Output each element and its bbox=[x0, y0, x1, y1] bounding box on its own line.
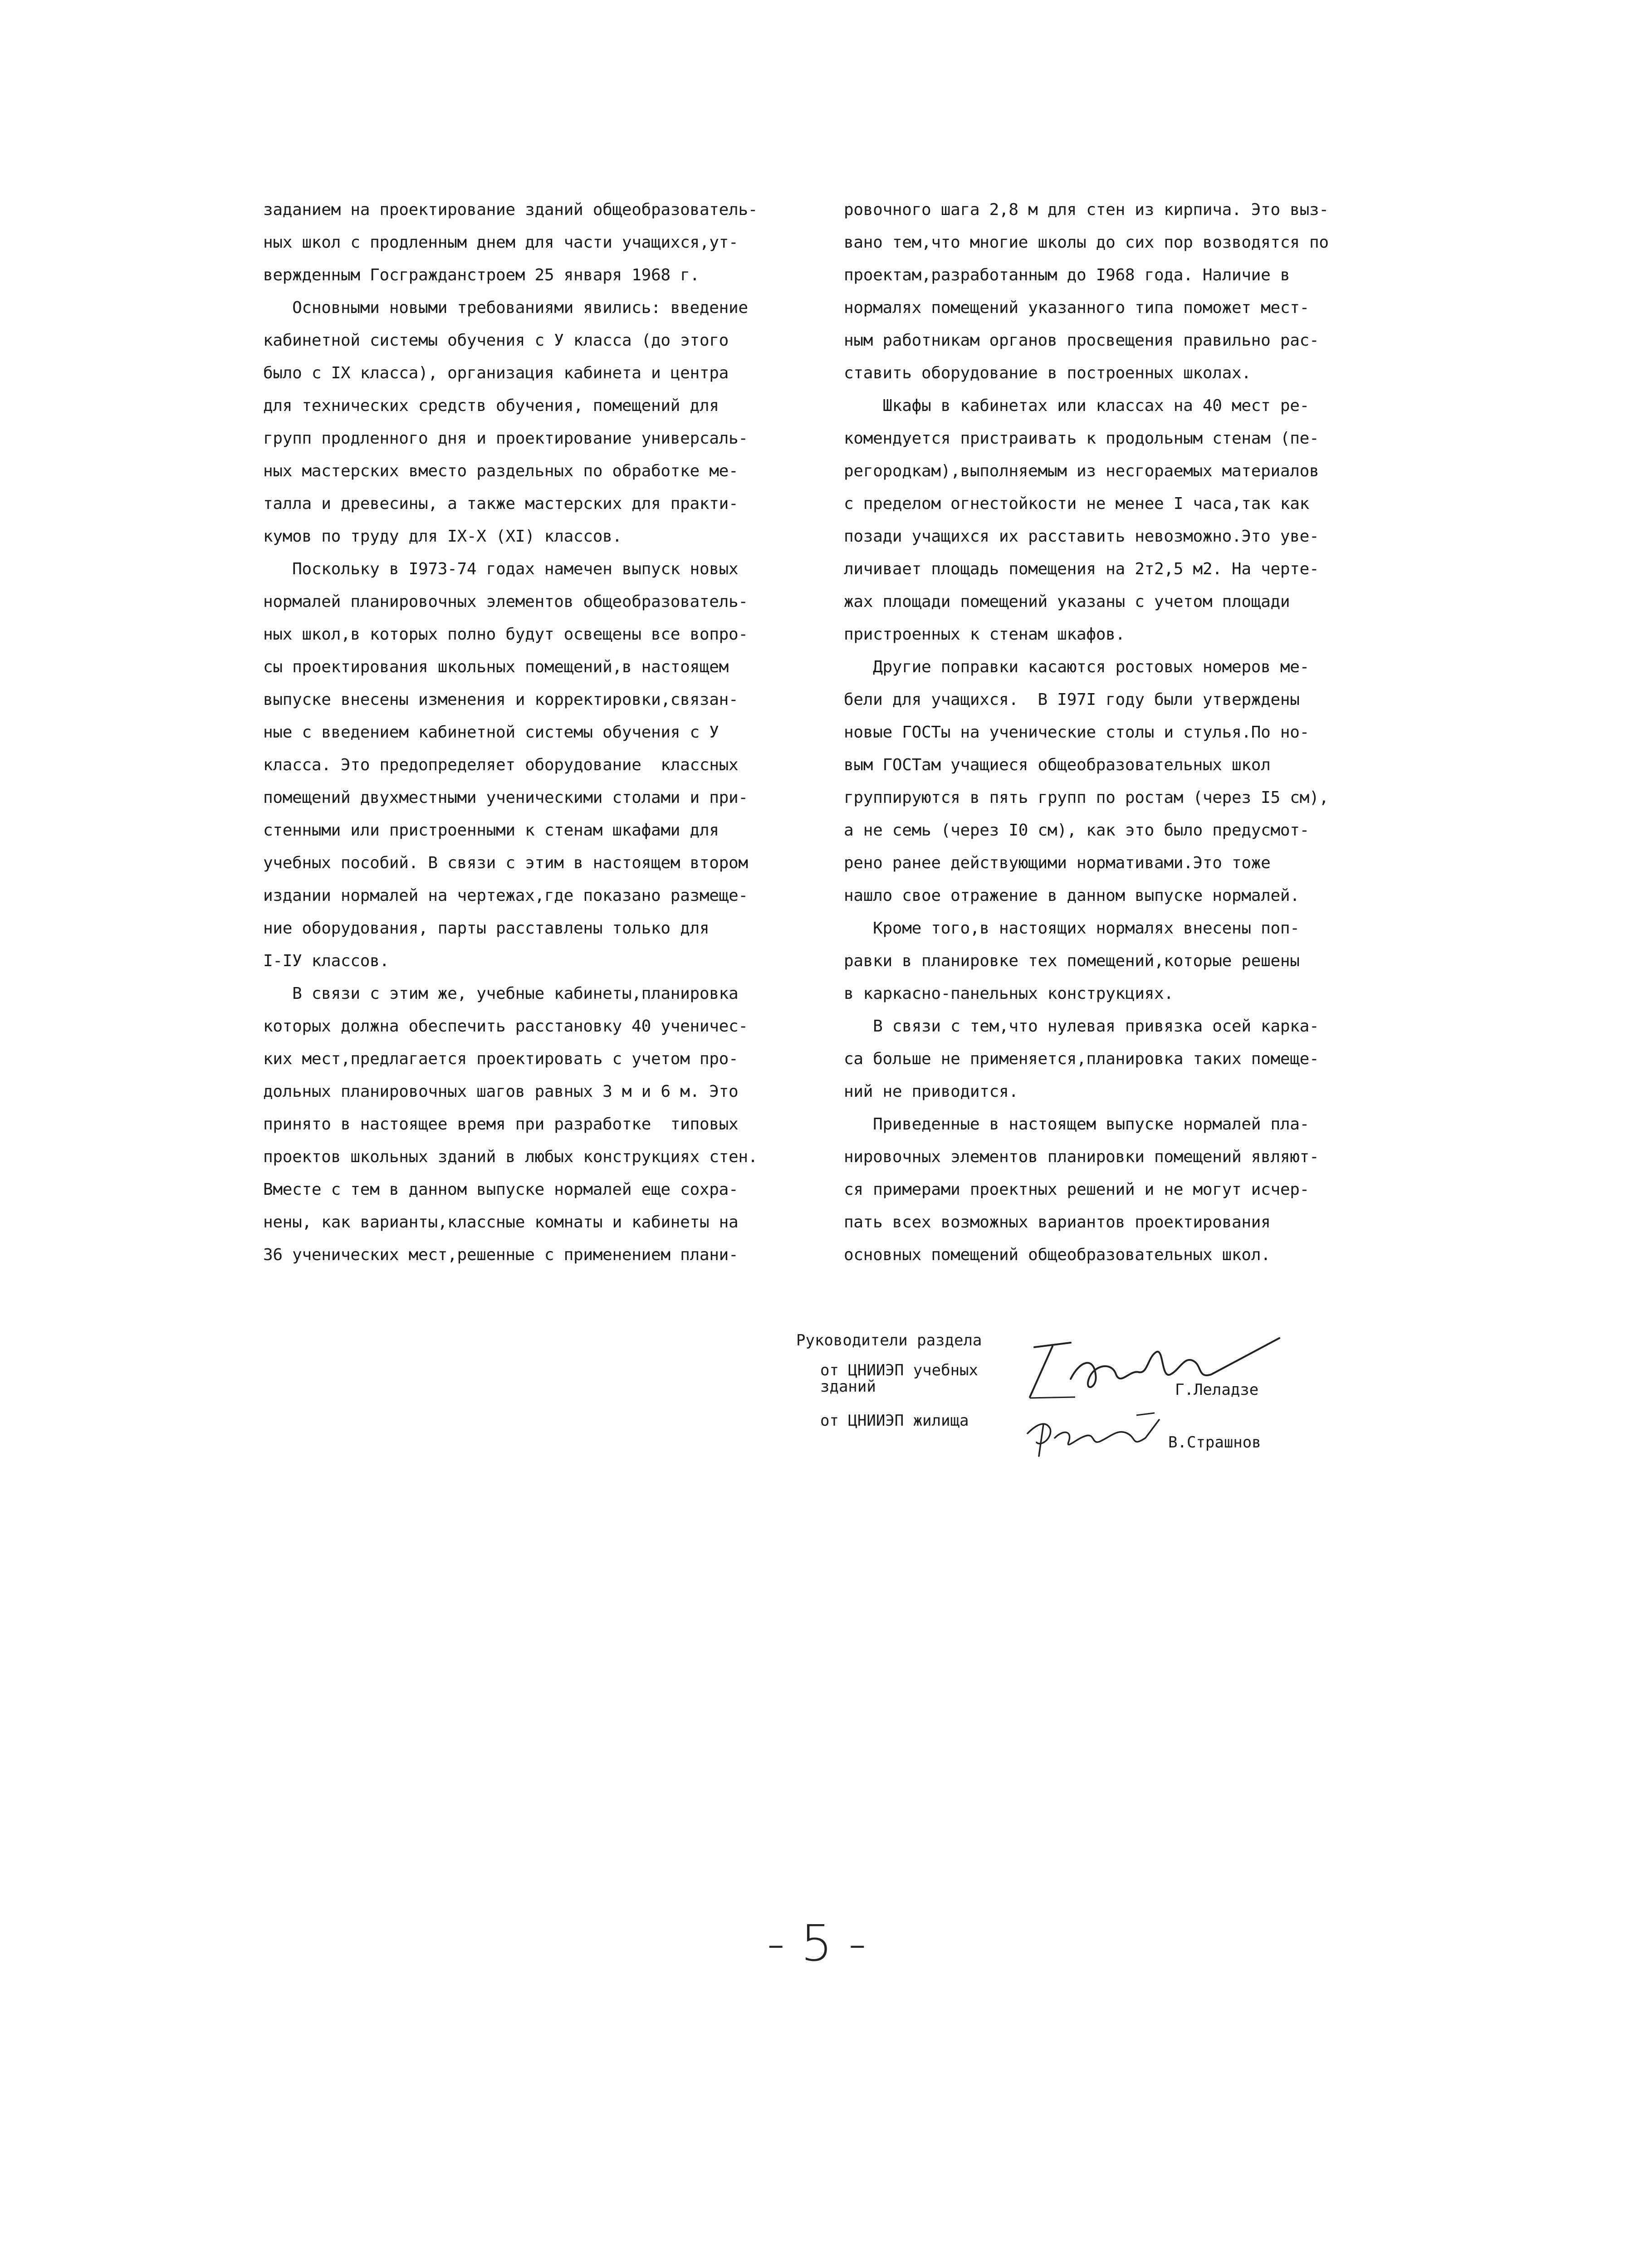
text-line: а не семь (через I0 см), как это было предусмот- bbox=[844, 821, 1309, 840]
text-line: групп продленного дня и проектирование универсаль- bbox=[263, 429, 748, 448]
text-line: кабинетной системы обучения с У класса (до этого bbox=[263, 331, 729, 350]
signature-org-1-line-1: от ЦНИИЭП учебных bbox=[820, 1361, 978, 1379]
text-line: рено ранее действующими нормативами.Это тоже bbox=[844, 854, 1271, 872]
handwritten-signature-strashnov bbox=[1023, 1406, 1173, 1461]
text-line: В связи с тем,что нулевая привязка осей карка- bbox=[844, 1017, 1319, 1036]
handwritten-signature-leladze bbox=[1003, 1329, 1284, 1406]
text-line: с пределом огнестойкости не менее I часа,так как bbox=[844, 494, 1309, 513]
text-line: Вместе с тем в данном выпуске нормалей еще сохра- bbox=[263, 1180, 739, 1199]
text-line: новые ГОСТы на ученические столы и стулья.По но- bbox=[844, 723, 1309, 742]
text-line: в каркасно-панельных конструкциях. bbox=[844, 984, 1174, 1003]
text-line: нормалей планировочных элементов общеобразователь- bbox=[263, 592, 748, 611]
text-line: нены, как варианты,классные комнаты и кабинеты на bbox=[263, 1213, 739, 1232]
text-line: помещений двухместными ученическими столами и при- bbox=[263, 788, 748, 807]
right-text-column bbox=[844, 194, 1343, 1271]
text-line: бели для учащихся. В I97I году были утверждены bbox=[844, 690, 1300, 709]
text-line: стенными или пристроенными к стенам шкафами для bbox=[263, 821, 719, 840]
text-line: Приведенные в настоящем выпуске нормалей пла- bbox=[844, 1115, 1309, 1134]
text-line: дольных планировочных шагов равных 3 м и 6 м. Это bbox=[263, 1082, 739, 1101]
signature-heading: Руководители раздела bbox=[796, 1331, 982, 1349]
text-line: заданием на проектирование зданий общеобразователь- bbox=[263, 200, 758, 219]
signature-org-1-line-2: зданий bbox=[820, 1378, 876, 1396]
text-line: талла и древесины, а также мастерских для практи- bbox=[263, 494, 739, 513]
text-line: ровочного шага 2,8 м для стен из кирпича. Это выз- bbox=[844, 200, 1329, 219]
text-line: Основными новыми требованиями явились: введение bbox=[263, 298, 748, 317]
text-line: основных помещений общеобразовательных школ. bbox=[844, 1246, 1271, 1264]
text-line: I-IУ классов. bbox=[263, 952, 389, 970]
text-line: са больше не применяется,планировка таких помеще- bbox=[844, 1050, 1319, 1068]
page-number: - 5 - bbox=[767, 1914, 866, 1972]
text-line: жах площади помещений указаны с учетом площади bbox=[844, 592, 1290, 611]
text-line: нормалях помещений указанного типа поможет мест- bbox=[844, 298, 1309, 317]
text-line: нашло свое отражение в данном выпуске нормалей. bbox=[844, 886, 1300, 905]
text-line: выпуске внесены изменения и корректировки,связан- bbox=[263, 690, 739, 709]
text-line: пристроенных к стенам шкафов. bbox=[844, 625, 1125, 644]
text-line: принято в настоящее время при разработке типовых bbox=[263, 1115, 739, 1134]
text-line: 36 ученических мест,решенные с применением плани- bbox=[263, 1246, 739, 1264]
text-line: Кроме того,в настоящих нормалях внесены поп- bbox=[844, 919, 1300, 938]
text-line: кумов по труду для IX-X (XI) классов. bbox=[263, 527, 622, 546]
text-line: которых должна обеспечить расстановку 40 ученичес- bbox=[263, 1017, 748, 1036]
text-line: издании нормалей на чертежах,где показано размеще- bbox=[263, 886, 748, 905]
text-line: ным работникам органов просвещения правильно рас- bbox=[844, 331, 1319, 350]
text-line: класса. Это предопределяет оборудование классных bbox=[263, 756, 739, 774]
text-line: равки в планировке тех помещений,которые решены bbox=[844, 952, 1300, 970]
text-line: учебных пособий. В связи с этим в настоящем втором bbox=[263, 854, 748, 872]
signature-org-2: от ЦНИИЭП жилища bbox=[820, 1412, 969, 1430]
text-line: позади учащихся их расставить невозможно.Это уве- bbox=[844, 527, 1319, 546]
text-line: пать всех возможных вариантов проектирования bbox=[844, 1213, 1271, 1232]
text-line: было с IX класса), организация кабинета и центра bbox=[263, 364, 729, 382]
text-line: проектам,разработанным до I968 года. Наличие в bbox=[844, 266, 1290, 284]
text-line: комендуется пристраивать к продольным стенам (пе- bbox=[844, 429, 1319, 448]
text-line: группируются в пять групп по ростам (через I5 см), bbox=[844, 788, 1329, 807]
text-line: ставить оборудование в построенных школах. bbox=[844, 364, 1251, 382]
text-line: ных школ,в которых полно будут освещены все вопро- bbox=[263, 625, 748, 644]
signature-org-1 bbox=[820, 1362, 978, 1395]
text-line: ких мест,предлагается проектировать с учетом про- bbox=[263, 1050, 739, 1068]
text-line: проектов школьных зданий в любых конструкциях стен. bbox=[263, 1148, 758, 1166]
text-line: вым ГОСТам учащиеся общеобразовательных школ bbox=[844, 756, 1271, 774]
text-line: В связи с этим же, учебные кабинеты,планировка bbox=[263, 984, 739, 1003]
signature-name-1: Г.Леладзе bbox=[1175, 1381, 1259, 1399]
text-line: для технических средств обучения, помещений для bbox=[263, 396, 719, 415]
text-line: нировочных элементов планировки помещений являют- bbox=[844, 1148, 1319, 1166]
text-line: ные с введением кабинетной системы обучения с У bbox=[263, 723, 719, 742]
text-line: Другие поправки касаются ростовых номеров ме- bbox=[844, 658, 1309, 676]
text-line: ний не приводится. bbox=[844, 1082, 1018, 1101]
text-line: Шкафы в кабинетах или классах на 40 мест ре- bbox=[844, 396, 1309, 415]
left-text-column bbox=[263, 194, 762, 1271]
text-line: Поскольку в I973-74 годах намечен выпуск новых bbox=[263, 560, 739, 578]
text-line: ных школ с продленным днем для части учащихся,ут- bbox=[263, 233, 739, 252]
text-line: ных мастерских вместо раздельных по обработке ме- bbox=[263, 462, 739, 480]
text-line: личивает площадь помещения на 2т2,5 м2. На черте- bbox=[844, 560, 1319, 578]
text-line: сы проектирования школьных помещений,в настоящем bbox=[263, 658, 729, 676]
signature-name-2: В.Страшнов bbox=[1168, 1433, 1261, 1452]
text-line: ние оборудования, парты расставлены только для bbox=[263, 919, 710, 938]
text-line: вано тем,что многие школы до сих пор возводятся по bbox=[844, 233, 1329, 252]
text-line: вержденным Госгражданстроем 25 января 1968 г. bbox=[263, 266, 700, 284]
text-line: регородкам),выполняемым из несгораемых материалов bbox=[844, 462, 1319, 480]
text-line: ся примерами проектных решений и не могут исчер- bbox=[844, 1180, 1309, 1199]
